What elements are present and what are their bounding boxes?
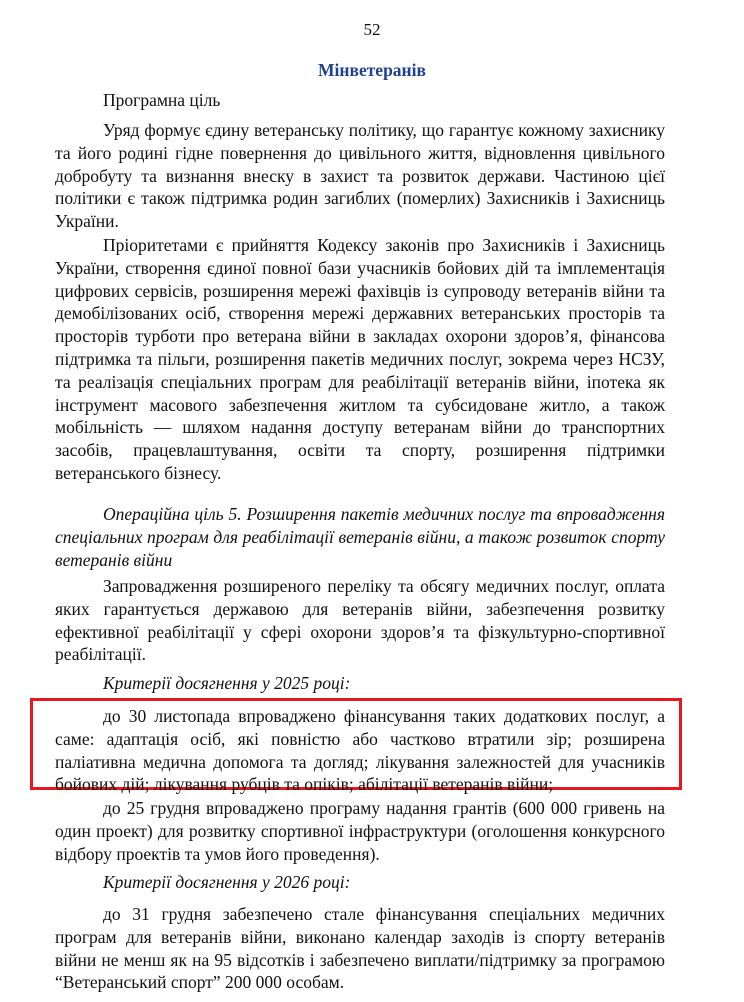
criteria-2026-heading: Критерії досягнення у 2026 році: <box>103 872 351 892</box>
criterion-2026-1: до 31 грудня забезпечено стале фінансування спеціальних медичних програм для ветеранів війни, виконано календар заходів із спорту ветеранів війни не менш як на 95 відсотків і забезпечено виплати/підтримку за програмою “Ветеранський спорт” 200 000 особам. <box>55 904 665 993</box>
operational-goal-heading: Операційна ціль 5. Розширення пакетів медичних послуг та впровадження спеціальних програм для реабілітації ветеранів війни, а також розвиток спорту ветеранів війни <box>55 504 665 570</box>
page-number: 52 <box>363 20 381 39</box>
criterion-2025-1: до 30 листопада впроваджено фінансування таких додаткових послуг, а саме: адаптація осіб, які повністю або частково втратили зір; розширена паліативна медична допомога та догляд; лікування залежностей для учасників бойових дій; лікування рубців та опіків; абілітації ветеранів війни; <box>55 706 665 795</box>
priorities-paragraph: Пріоритетами є прийняття Кодексу законів про Захисників і Захисниць України, створення єдиної повної бази учасників бойових дій та імплементація цифрових сервісів, розширення мережі фахівців із супроводу ветеранів війни та демобілізованих осіб, створення мережі державних ветеранських просторів та просторів турботи про ветерана війни в закладах охорони здоров’я, фінансова підтримка та пільги, розширення пакетів медичних послуг, зокрема через НСЗУ, та реалізація спеціальних програм для реабілітації ветеранів війни, іпотека як інструмент масового забезпечення житлом та субсидоване житло, а також мобільність — шляхом надання доступу ветеранам війни до транспортних засобів, працевлаштування, освіти та спорту, розширення підтримки ветеранського бізнесу. <box>55 235 665 483</box>
ministry-title: Мінветеранів <box>318 60 426 80</box>
goal-paragraph: Уряд формує єдину ветеранську політику, що гарантує кожному захиснику та його родині гідне повернення до цивільного життя, відновлення цивільного добробуту та визнання внеску в захист та розвиток держави. Частиною цієї політики є також підтримка родин загиблих (померлих) Захисників і Захисниць України. <box>55 120 665 232</box>
criteria-2025-heading: Критерії досягнення у 2025 році: <box>103 673 351 693</box>
program-goal-heading: Програмна ціль <box>103 90 221 110</box>
criterion-2025-2: до 25 грудня впроваджено програму надання грантів (600 000 гривень на один проект) для розвитку спортивної інфраструктури (оголошення конкурсного відбору проектів та умов його проведення). <box>55 798 665 864</box>
operational-goal-paragraph: Запровадження розширеного переліку та обсягу медичних послуг, оплата яких гарантується державою для ветеранів війни, забезпечення розвитку ефективної реабілітації у сфері охорони здоров’я та фізкультурно-спортивної реабілітації. <box>55 576 665 665</box>
